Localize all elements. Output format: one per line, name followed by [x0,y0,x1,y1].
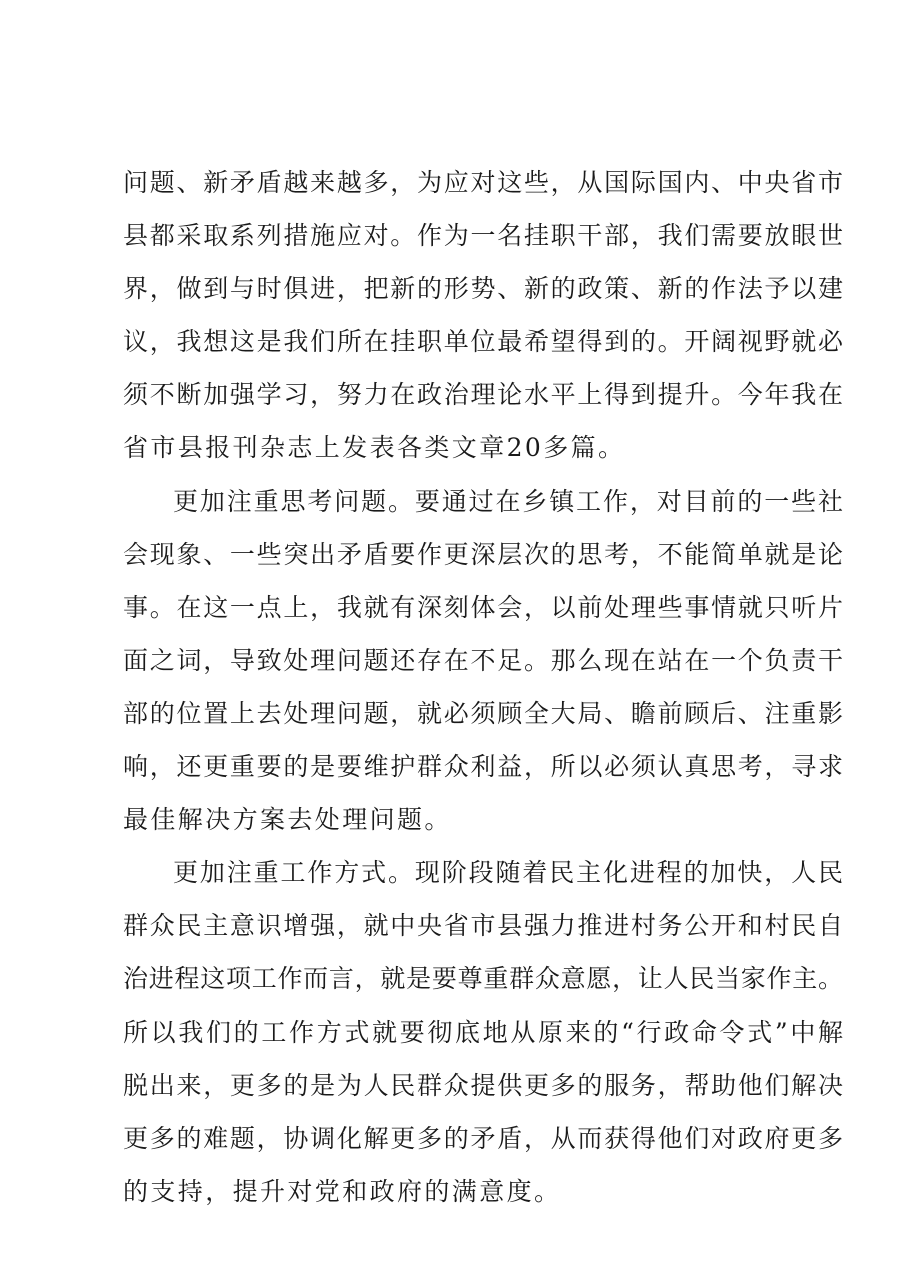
text-line: 省市县报刊杂志上发表各类文章20多篇。 [123,433,626,463]
text-line: 须不断加强学习，努力在政治理论水平上得到提升。今年我在 [123,380,843,410]
text-line: 问题、新矛盾越来越多，为应对这些，从国际国内、中央省市 [123,168,843,197]
document-body [123,156,843,1218]
text-line: 脱出来，更多的是为人民群众提供更多的服务，帮助他们解决 [123,1070,843,1100]
paragraph-1 [123,156,843,475]
text-line: 面之词，导致处理问题还存在不足。那么现在站在一个负责干 [123,645,843,675]
text-line: 议，我想这是我们所在挂职单位最希望得到的。开阔视野就必 [123,327,843,357]
text-line: 更多的难题，协调化解更多的矛盾，从而获得他们对政府更多 [123,1123,843,1153]
text-line: 会现象、一些突出矛盾要作更深层次的思考，不能简单就是论 [123,539,843,569]
text-line: 更加注重思考问题。要通过在乡镇工作，对目前的一些社 [173,486,843,516]
text-line: 响，还更重要的是要维护群众利益，所以必须认真思考，寻求 [123,752,843,782]
paragraph-2 [123,475,843,847]
text-line: 所以我们的工作方式就要彻底地从原来的“行政命令式”中解 [123,1017,843,1047]
text-line: 事。在这一点上，我就有深刻体会，以前处理些事情就只听片 [123,592,843,622]
text-line: 县都采取系列措施应对。作为一名挂职干部，我们需要放眼世 [123,221,843,251]
paragraph-3 [123,846,843,1218]
text-line: 更加注重工作方式。现阶段随着民主化进程的加快，人民 [173,858,843,888]
text-line: 界，做到与时俱进，把新的形势、新的政策、新的作法予以建 [123,274,843,304]
text-line: 的支持，提升对党和政府的满意度。 [123,1176,562,1206]
text-line: 部的位置上去处理问题，就必须顾全大局、瞻前顾后、注重影 [123,698,843,728]
text-line: 群众民主意识增强，就中央省市县强力推进村务公开和村民自 [123,911,843,941]
text-line: 治进程这项工作而言，就是要尊重群众意愿，让人民当家作主。 [123,964,843,994]
text-line: 最佳解决方案去处理问题。 [123,805,452,835]
